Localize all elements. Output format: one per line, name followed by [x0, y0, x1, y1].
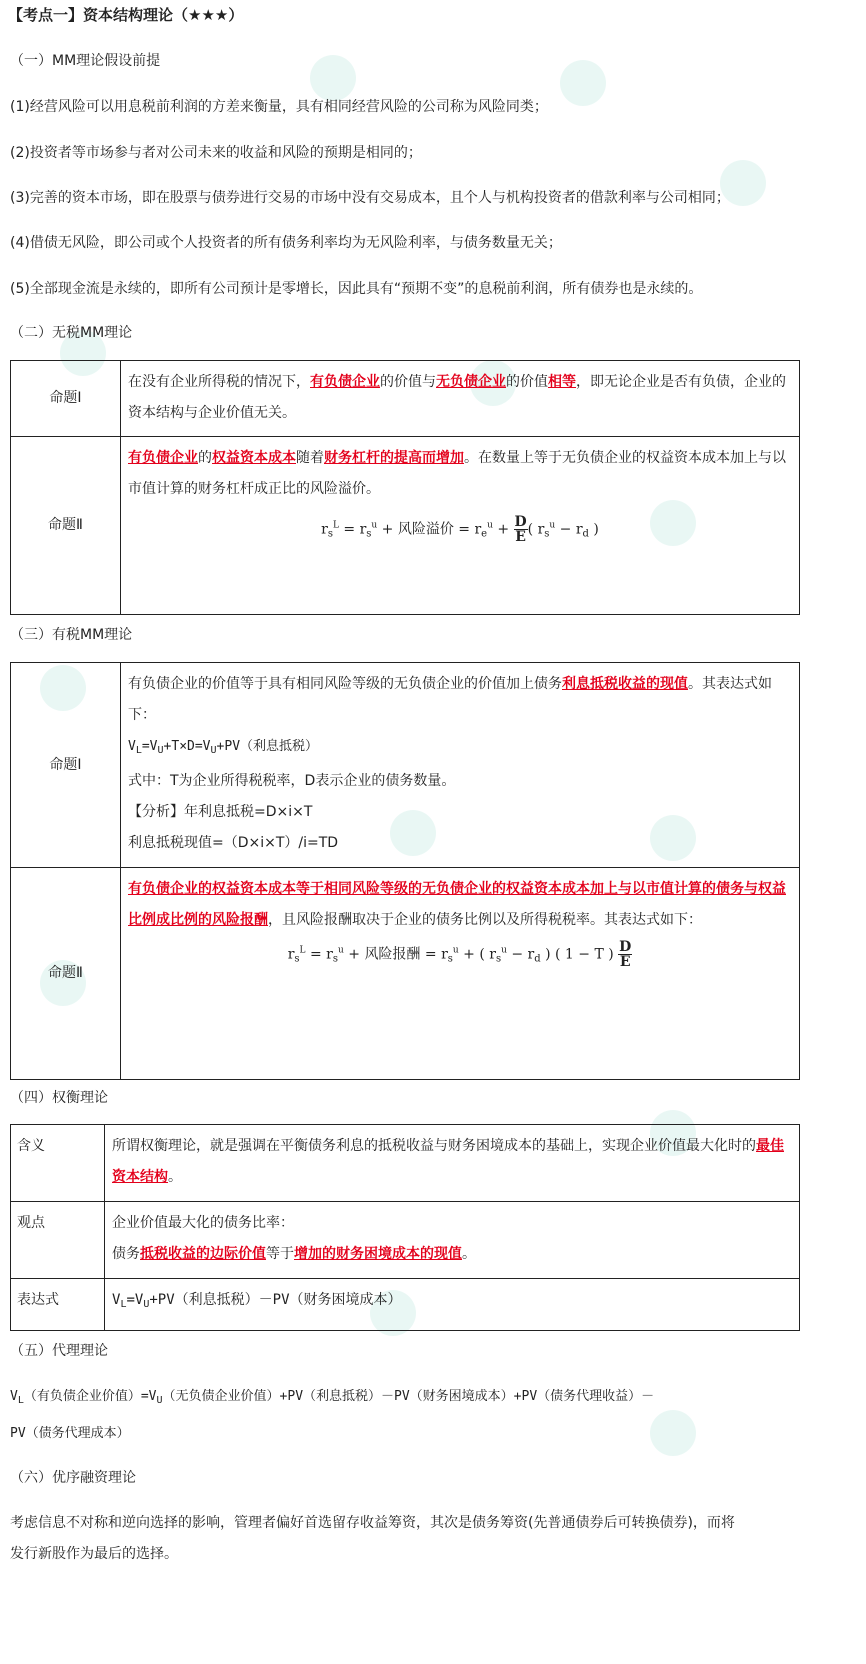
section-heading-no-tax-mm: （二）无税MM理论	[10, 325, 133, 341]
text: ，且风险报酬取决于企业的债务比例以及所得税税率。其表达式如下：	[268, 912, 702, 928]
formula-text: 风险报酬	[364, 946, 421, 963]
text: （无负债企业价值）+PV（利息抵税）－PV（财务困境成本）+PV（债务代理收益）－	[162, 1389, 655, 1404]
table-row	[11, 868, 800, 1080]
highlight-text: 有负债企业的权益资本成本等于相同风险等级的无负债企业的权益资本成本加上与以市值计算的债务与权益比例成比例的风险报酬	[128, 881, 786, 928]
table-row	[11, 437, 800, 615]
tax-mm-table	[10, 662, 800, 1080]
agency-formula: $V_L$（有负债企业价值）$=V_U$（无负债企业价值）+PV（利息抵税）－PV（财务困境成本）+PV（债务代理收益）－	[10, 1389, 655, 1406]
text: 的价值	[506, 374, 548, 390]
row-content	[105, 1202, 800, 1279]
fraction	[514, 515, 528, 544]
row-content	[105, 1125, 800, 1202]
row-label: 表达式	[11, 1279, 105, 1331]
highlight-text: 有负债企业	[310, 374, 380, 390]
fraction-numerator: D	[619, 939, 632, 955]
tradeoff-table	[10, 1124, 800, 1331]
formula-text: +PV（利息抵税）－PV（财务困境成本）	[149, 1292, 402, 1308]
text: 。	[168, 1169, 182, 1185]
row-content: $V_L=V_U+PV$（利息抵税）－PV（财务困境成本）	[105, 1279, 800, 1331]
row-label: 观点	[11, 1202, 105, 1279]
formula-tax-prop2: $r_s^L = r_s^u$ + 风险报酬 = $r_s^u$ + ( $r_s^u - r_d$ ) ( 1 − T ) $\frac{D}{E}$	[287, 939, 632, 970]
proposition-content	[121, 868, 800, 1080]
proposition-content	[121, 437, 800, 615]
assumption-item: (3)完善的资本市场，即在股票与债券进行交易的市场中没有交易成本，且个人与机构投资者的借款利率与公司相同；	[10, 190, 730, 206]
text: 所谓权衡理论，就是强调在平衡债务利息的抵税收益与财务困境成本的基础上，实现企业价值最大化时的	[112, 1138, 756, 1154]
assumption-item: (2)投资者等市场参与者对公司未来的收益和风险的预期是相同的；	[10, 145, 422, 161]
text: 。其表达式如下：	[128, 676, 772, 723]
highlight-text: 有负债企业	[128, 450, 198, 466]
text: ，即无论企业是否有负债，企业的资本结构与企业价值无关。	[128, 374, 786, 421]
proposition-content	[121, 361, 800, 437]
highlight-text: 最佳资本结构	[112, 1138, 784, 1185]
text: 随着	[296, 450, 324, 466]
highlight-text: 增加的财务困境成本的现值	[294, 1246, 462, 1262]
highlight-text: 权益资本成本	[212, 450, 296, 466]
table-row	[11, 1202, 800, 1279]
section-heading-mm-assumptions: （一）MM理论假设前提	[10, 53, 161, 69]
pecking-order-text: 考虑信息不对称和逆向选择的影响，管理者偏好首选留存收益筹资，其次是债务筹资(先普通债券后可转换债券)，而将	[10, 1515, 735, 1531]
text: 式中：T为企业所得税税率，D表示企业的债务数量。	[128, 773, 456, 789]
proposition-content	[121, 663, 800, 868]
text: （有负债企业价值）=V	[23, 1389, 157, 1404]
watermark-logo	[650, 1410, 696, 1456]
fraction-denominator: E	[515, 529, 526, 545]
formula-text: +PV（利息抵税）	[216, 739, 319, 754]
formula-text: 风险溢价	[397, 521, 454, 538]
text: 有负债企业的价值等于具有相同风险等级的无负债企业的价值加上债务	[128, 676, 562, 692]
text: 的	[198, 450, 212, 466]
page-title: 【考点一】资本结构理论（★★★）	[8, 6, 244, 24]
agency-formula-cont: PV（债务代理成本）	[10, 1426, 130, 1441]
assumption-item: (1)经营风险可以用息税前利润的方差来衡量，具有相同经营风险的公司称为风险同类；	[10, 99, 548, 115]
watermark-logo	[310, 55, 356, 101]
section-heading-tax-mm: （三）有税MM理论	[10, 627, 133, 643]
text: 企业价值最大化的债务比率：	[112, 1215, 294, 1231]
proposition-label: 命题I	[11, 361, 121, 437]
highlight-text: 财务杠杆的提高而增加	[324, 450, 464, 466]
proposition-label: 命题I	[11, 663, 121, 868]
fraction-denominator: E	[619, 954, 631, 970]
section-heading-tradeoff: （四）权衡理论	[10, 1090, 108, 1106]
text: 债务	[112, 1246, 140, 1262]
text: 等于	[266, 1246, 294, 1262]
highlight-text: 抵税收益的边际价值	[140, 1246, 266, 1262]
assumption-item: (5)全部现金流是永续的，即所有公司预计是零增长，因此具有“预期不变”的息税前利润，所有债券也是永续的。	[10, 281, 703, 297]
section-heading-pecking-order: （六）优序融资理论	[10, 1470, 136, 1486]
text: 。	[462, 1246, 476, 1262]
table-row	[11, 361, 800, 437]
highlight-text: 无负债企业	[436, 374, 506, 390]
text: 的价值与	[380, 374, 436, 390]
proposition-label: 命题Ⅱ	[11, 437, 121, 615]
no-tax-mm-table	[10, 360, 800, 615]
proposition-label: 命题Ⅱ	[11, 868, 121, 1080]
pecking-order-text-cont: 发行新股作为最后的选择。	[10, 1546, 178, 1562]
assumption-item: (4)借债无风险，即公司或个人投资者的所有债务利率均为无风险利率，与债务数量无关；	[10, 235, 562, 251]
fraction-numerator: D	[514, 514, 527, 530]
formula-no-tax: $r_s^L = r_s^u$ + 风险溢价 = $r_e^u$ + $\frac{D}{E}$ ( $r_s^u - r_d$ )	[321, 514, 599, 545]
text: 利息抵税现值=（D×i×T）/i=TD	[128, 835, 339, 851]
text: 【分析】年利息抵税=D×i×T	[128, 804, 313, 820]
row-label: 含义	[11, 1125, 105, 1202]
text: 在没有企业所得税的情况下，	[128, 374, 310, 390]
text: 。在数量上等于无负债企业的权益资本成本加上与以市值计算的财务杠杆成正比的风险溢价。	[128, 450, 786, 497]
table-row	[11, 663, 800, 868]
section-heading-agency: （五）代理理论	[10, 1343, 108, 1359]
highlight-text: 相等	[548, 374, 576, 390]
table-row	[11, 1125, 800, 1202]
watermark-logo	[560, 60, 606, 106]
highlight-text: 利息抵税收益的现值	[562, 676, 688, 692]
fraction	[618, 940, 632, 969]
formula-tax: $V_L=V_U+T\times D=V_U+PV$（利息抵税）	[128, 739, 319, 756]
table-row	[11, 1279, 800, 1331]
